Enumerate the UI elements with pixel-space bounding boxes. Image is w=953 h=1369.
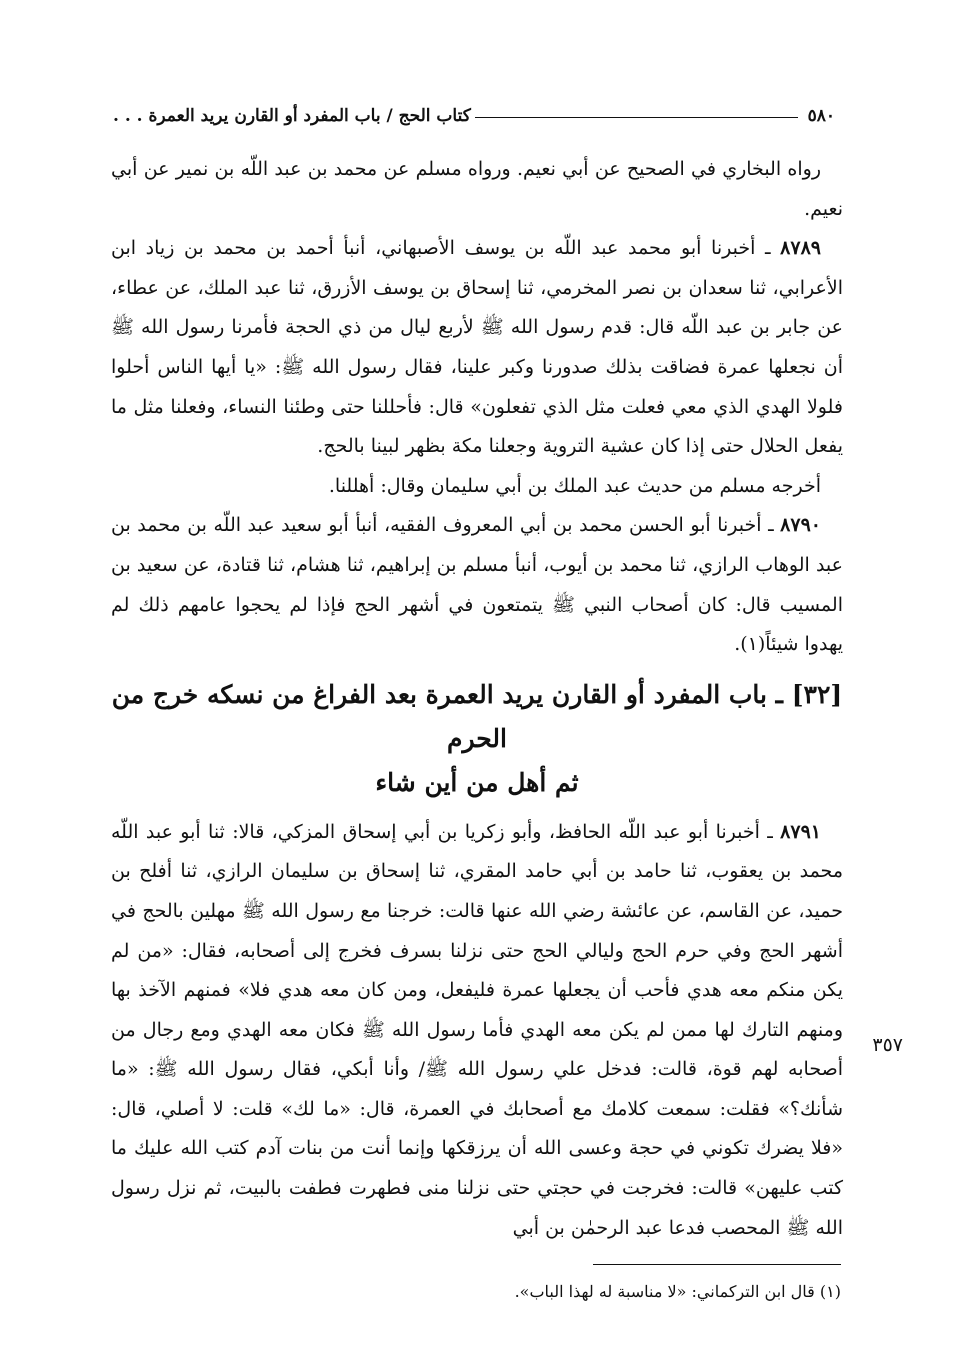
hadith-8790	[111, 506, 843, 664]
section-heading-line2: ثم أهل من أين شاء	[375, 767, 579, 797]
paragraph-text: رواه البخاري في الصحيح عن أبي نعيم. ورواه مسلم عن محمد بن عبد اللّه بن نمير عن أبي نعيم.	[111, 158, 843, 220]
header-rule	[475, 117, 798, 118]
paragraph-text: أخرجه مسلم من حديث عبد الملك بن أبي سليمان وقال: أهللنا.	[328, 474, 821, 497]
section-heading	[111, 673, 843, 805]
footnote: (١) قال ابن التركماني: «لا مناسبة له لهذا الباب».	[514, 1282, 841, 1301]
hadith-text: ـ أخبرنا أبو الحسن محمد بن أبي المعروف الفقيه، أنبأ أبو سعيد عبد اللّه بن محمد بن عبد الوهاب الرازي، ثنا محمد بن أيوب، أنبأ مسلم بن إبراهيم، ثنا هشام، ثنا قتادة، عن سعيد بن المسيب قال: كان أصحاب النبي ﷺ يتمتعون في أشهر الحج فإذا لم يحجوا عامهم ذلك لم يهدوا شيئاً(١).	[111, 514, 843, 656]
paragraph	[111, 467, 843, 507]
margin-page-reference: ٣٥٧	[872, 1034, 903, 1056]
running-title: كتاب الحج / باب المفرد أو القارن يريد العمرة . . .	[113, 106, 471, 126]
hadith-text: ـ أخبرنا أبو عبد اللّه الحافظ، وأبو زكريا بن أبي إسحاق المزكي، قالا: ثنا أبو عبد اللّه محمد بن يعقوب، ثنا حامد بن أبي حامد المقري، ثنا إسحاق بن سليمان الرازي، ثنا أفلح بن حميد، عن القاسم، عن عائشة رضي الله عنها قالت: خرجنا مع رسول الله ﷺ مهلين بالحج في أشهر الحج وفي حرم الحج وليالي الحج حتى نزلنا بسرف فخرج إلى أصحابه، فقال: «من لم يكن منكم معه هدي فأحب أن يجعلها عمرة فليفعل، ومن كان معه هدي فلا» فمنهم الآخذ بها ومنهم التارك لها ممن لم يكن معه الهدي فأما رسول الله ﷺ فكان معه الهدي ومع رجال من أصحابه لهم قوة، قالت: فدخل علي رسول الله ﷺ/ وأنا أبكي، فقال رسول الله ﷺ: «ما شأنك؟» فقلت: سمعت كلامك مع أصحابك في العمرة، قال: «ما لك» قلت: لا أصلي، قال: «فلا يضرك تكوني في حجة وعسى الله أن يرزقكها وإنما أنت من بنات آدم كتب الله عليك ما كتب عليهن» قالت: فخرجت في حجتي حتى نزلنا منى فطهرت فطفت بالبيت، ثم نزل رسول الله ﷺ المحصب فدعا عبد الرحمٰن بن أبي	[111, 820, 843, 1239]
hadith-number: ٨٧٨٩	[780, 237, 821, 260]
page-number: ٥٨٠	[807, 106, 835, 126]
hadith-number: ٨٧٩٠	[780, 514, 821, 537]
footnote-rule	[593, 1264, 841, 1265]
hadith-number: ٨٧٩١	[780, 820, 821, 843]
hadith-text: ـ أخبرنا أبو محمد عبد اللّه بن يوسف الأصبهاني، أنبأ أحمد بن محمد بن زياد ابن الأعرابي، ثنا سعدان بن نصر المخرمي، ثنا إسحاق بن يوسف الأزرق، ثنا عبد الملك، عن عطاء، عن جابر بن عبد اللّه قال: قدم رسول الله ﷺ لأربع ليال من ذي الحجة فأمرنا رسول الله ﷺ أن نجعلها عمرة فضاقت بذلك صدورنا وكبر علينا، فقال رسول الله ﷺ: «يا أيها الناس أحلوا فلولا الهدي الذي معي فعلت مثل الذي تفعلون» قال: فأحللنا حتى وطئنا النساء، وفعلنا مثل ما يفعل الحلال حتى إذا كان عشية التروية وجعلنا مكة بظهر لبينا بالحج.	[111, 237, 843, 458]
hadith-8789	[111, 229, 843, 467]
main-text	[111, 150, 843, 1248]
section-heading-line1: [٣٢] ـ باب المفرد أو القارن يريد العمرة بعد الفراغ من نسكه خرج من الحرم	[111, 679, 843, 753]
hadith-8791	[111, 813, 843, 1249]
running-header	[113, 96, 835, 126]
paragraph	[111, 150, 843, 229]
